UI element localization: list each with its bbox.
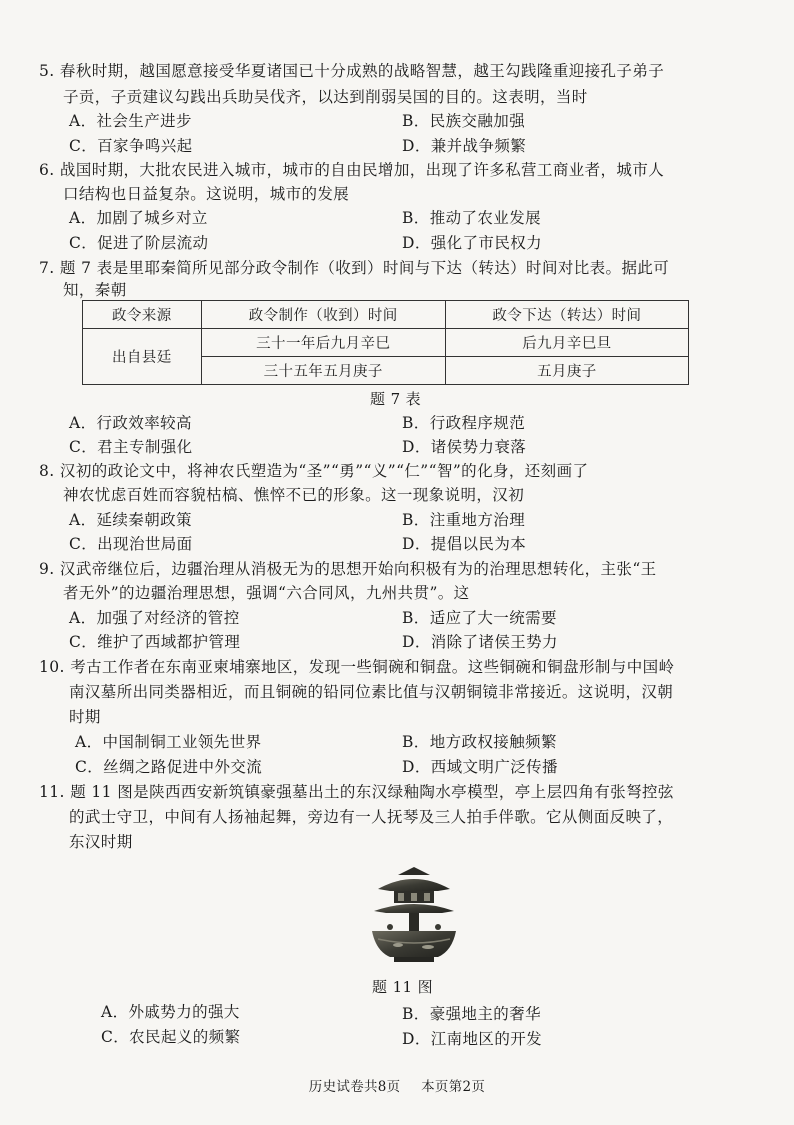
option-c: C．维护了西域都护管理 [69,633,241,651]
stem-text: 考古工作者在东南亚柬埔寨地区，发现一些铜碗和铜盘。这些铜碗和铜盘形制与中国岭 [70,658,675,676]
option-a: A．延续秦朝政策 [69,511,192,529]
made-time-cell: 三十一年后九月辛巳 [201,329,445,357]
option-d: D．消除了诸侯王势力 [402,633,558,651]
option-a: A．加剧了城乡对立 [69,209,208,227]
option-c: C．君主专制强化 [69,438,193,456]
question-number: 11. [39,783,65,801]
stem-text: 题 11 图是陕西西安新筑镇豪强墓出土的东汉绿釉陶水亭模型，亭上层四角有张弩控弦 [70,783,674,801]
source-cell: 出自县廷 [83,329,202,385]
option-b: B．民族交融加强 [402,112,526,130]
option-a: A．加强了对经济的管控 [69,609,240,627]
option-d: D．诸侯势力衰落 [402,438,527,456]
option-a: A．行政效率较高 [69,414,192,432]
option-b: B．行政程序规范 [402,414,526,432]
option-d: D．西域文明广泛传播 [402,758,558,776]
stem-text: 题 7 表是里耶秦简所见部分政令制作（收到）时间与下达（转达）时间对比表。据此可 [59,259,670,277]
option-b: B．豪强地主的奢华 [402,1005,541,1023]
option-a: A．中国制铜工业领先世界 [75,733,262,751]
made-time-cell: 三十五年五月庚子 [201,357,445,385]
option-d: D．强化了市民权力 [402,234,543,252]
question-11-stem-line-1 [39,781,674,803]
footer-page-number: 本页第2页 [421,1079,486,1095]
option-d: D．提倡以民为本 [402,535,527,553]
option-c: C．百家争鸣兴起 [69,137,193,155]
stem-text: 春秋时期，越国愿意接受华夏诸国已十分成熟的战略智慧，越王勾践隆重迎接孔子弟子 [59,62,665,80]
question-number: 5. [39,62,55,80]
question-7-stem-line-2: 知，秦朝 [63,281,127,299]
footer-total-pages: 历史试卷共8页 [308,1079,401,1095]
option-c: C．出现治世局面 [69,535,193,553]
question-10-stem-line-3: 时期 [69,708,101,726]
option-b: B．地方政权接触频繁 [402,733,557,751]
question-number: 10. [39,658,65,676]
question-6-stem-line-2: 口结构也日益复杂。这说明，城市的发展 [63,185,350,203]
pottery-pavilion-figure [368,867,460,964]
issued-time-cell: 五月庚子 [445,357,688,385]
question-number: 6. [39,161,55,179]
option-a: A．外戚势力的强大 [101,1003,240,1021]
figure-11-caption: 题 11 图 [372,978,434,996]
question-number: 7. [39,259,55,277]
page-footer [0,1075,794,1095]
question-9-stem-line-1 [39,558,657,580]
question-number: 8. [39,462,55,480]
header-made-time: 政令制作（收到）时间 [201,301,445,329]
question-5-stem-line-1 [39,60,664,82]
question-11-stem-line-2: 的武士守卫，中间有人扬袖起舞，旁边有一人抚琴及三人拍手伴歌。它从侧面反映了， [69,808,674,826]
option-b: B．注重地方治理 [402,511,526,529]
option-a: A．社会生产进步 [69,112,192,130]
issued-time-cell: 后九月辛巳旦 [445,329,688,357]
question-10-stem-line-2: 南汉墓所出同类器相近，而且铜碗的铅同位素比值与汉朝铜镜非常接近。这说明，汉朝 [69,683,674,701]
stem-text: 战国时期，大批农民进入城市，城市的自由民增加，出现了许多私营工商业者，城市人 [59,161,665,179]
option-d: D．江南地区的开发 [402,1030,543,1048]
table-7 [82,300,689,385]
question-6-stem-line-1 [39,159,664,181]
question-8-stem-line-1 [39,460,588,482]
table-7-caption: 题 7 表 [370,390,422,408]
option-b: B．适应了大一统需要 [402,609,557,627]
header-issued-time: 政令下达（转达）时间 [445,301,688,329]
option-c: C．农民起义的频繁 [101,1028,241,1046]
header-source: 政令来源 [83,301,202,329]
question-10-stem-line-1 [39,656,674,678]
option-c: C．丝绸之路促进中外交流 [75,758,263,776]
question-number: 9. [39,560,55,578]
stem-text: 汉武帝继位后，边疆治理从消极无为的思想开始向积极有为的治理思想转化，主张“王 [59,560,657,578]
option-c: C．促进了阶层流动 [69,234,209,252]
stem-text: 汉初的政论文中，将神农氏塑造为“圣”“勇”“义”“仁”“智”的化身，还刻画了 [59,462,589,480]
question-9-stem-line-2: 者无外”的边疆治理思想，强调“六合同风，九州共贯”。这 [63,584,470,602]
question-5-stem-line-2: 子贡，子贡建议勾践出兵助吴伐齐，以达到削弱吴国的目的。这表明，当时 [63,88,588,106]
option-b: B．推动了农业发展 [402,209,541,227]
table-row [83,329,689,357]
question-8-stem-line-2: 神农忧虑百姓而容貌枯槁、憔悴不已的形象。这一现象说明，汉初 [63,486,525,504]
option-d: D．兼并战争频繁 [402,137,527,155]
question-7-stem-line-1 [39,257,669,279]
question-11-stem-line-3: 东汉时期 [69,833,133,851]
table-header-row [83,301,689,329]
